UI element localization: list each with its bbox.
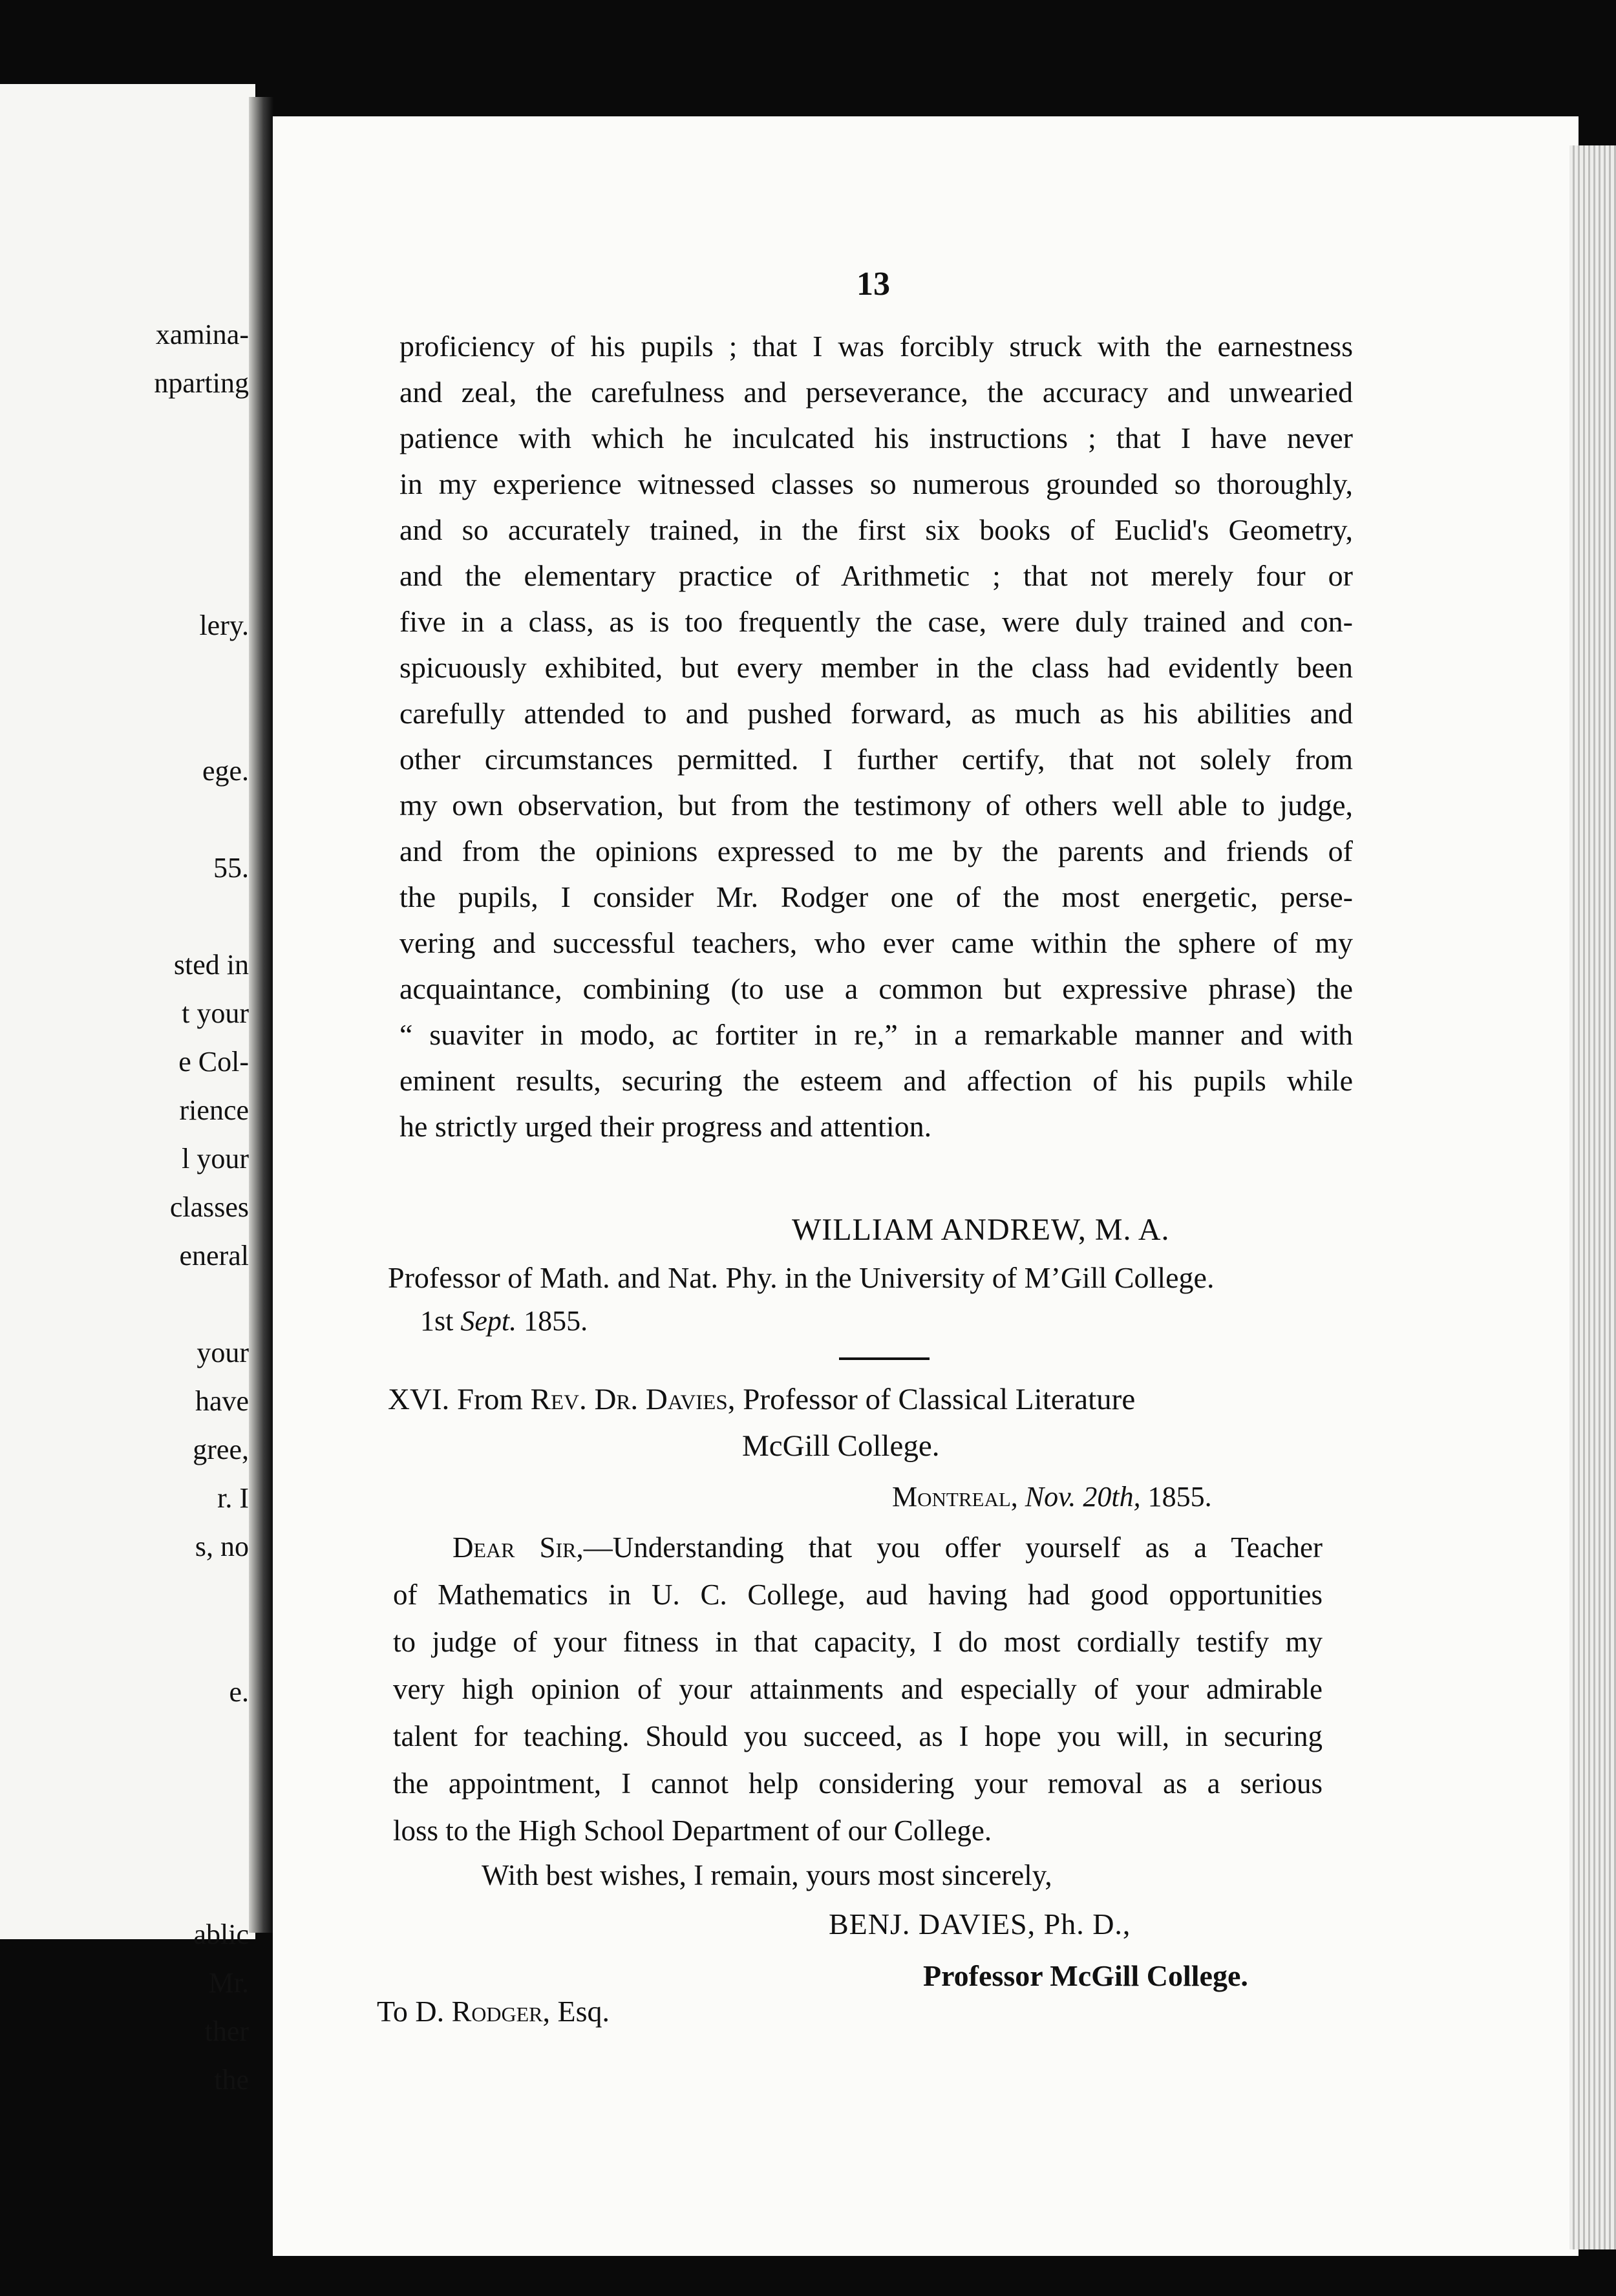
left-page-line: lery. <box>199 610 249 641</box>
left-page-line <box>0 795 255 844</box>
heading-suffix: Professor of Classical Literature <box>735 1383 1136 1416</box>
left-page-line: classes <box>169 1191 249 1223</box>
dateline-date: Nov. 20th, <box>1025 1481 1141 1513</box>
left-page-line <box>0 1619 255 1668</box>
letter-line: very high opinion of your attainments and especially of your admirable <box>393 1673 1323 1705</box>
page-edges <box>1569 145 1616 2249</box>
left-page-line <box>0 1813 255 1862</box>
body-line: vering and successful teachers, who ever came within the sphere of my <box>399 926 1353 959</box>
body-line: acquaintance, combining (to use a common but expressive phrase) the <box>399 972 1353 1005</box>
left-page-line <box>0 1862 255 1910</box>
letter-closing: With best wishes, I remain, yours most sincerely, <box>482 1859 1052 1891</box>
body-line: the pupils, I consider Mr. Rodger one of the most energetic, perse- <box>399 880 1353 913</box>
left-page-line: sted in <box>173 949 249 981</box>
left-page-line: the <box>214 2064 249 2096</box>
left-page-line: your <box>197 1337 249 1368</box>
andrew-date-month: Sept. <box>460 1305 517 1337</box>
left-page-line: t your <box>182 997 249 1029</box>
letter-line <box>393 1524 1323 1571</box>
left-page-line <box>0 1716 255 1765</box>
letter-line: loss to the High School Department of our College. <box>393 1814 992 1847</box>
heading-college: McGill College. <box>742 1429 940 1463</box>
dateline-year: 1855. <box>1140 1481 1212 1513</box>
left-page-line <box>0 553 255 601</box>
left-page-line <box>0 1765 255 1813</box>
body-line: in my experience witnessed classes so numerous grounded so thoroughly, <box>399 467 1353 500</box>
body-line: eminent results, securing the esteem and affection of his pupils while <box>399 1064 1353 1097</box>
body-line: he strictly urged their progress and attention. <box>399 1110 932 1143</box>
page-number: 13 <box>856 266 890 303</box>
body-line: five in a class, as is too frequently the case, were duly trained and con- <box>399 605 1353 638</box>
section-heading <box>388 1382 1135 1417</box>
andrew-signature: WILLIAM ANDREW, M. A. <box>792 1213 1170 1247</box>
left-page-line: l your <box>182 1143 249 1175</box>
addressee <box>377 1994 610 2028</box>
letter-body <box>393 1524 1323 1855</box>
addressee-name: Rodger, <box>451 1995 551 2028</box>
andrew-date <box>420 1304 588 1337</box>
left-page-line <box>0 1280 255 1328</box>
left-page-line <box>0 650 255 698</box>
left-page-line: ther <box>204 2015 249 2047</box>
letter-line: to judge of your fitness in that capacity, I do most cordially testify my <box>393 1626 1323 1658</box>
heading-prefix: XVI. From <box>388 1383 531 1416</box>
heading-rev: Rev. Dr. Davies, <box>530 1383 736 1416</box>
left-page-line <box>0 698 255 747</box>
letter-line: of Mathematics in U. C. College, aud having had good opportunities <box>393 1578 1323 1611</box>
left-page-line: ablic <box>193 1919 249 1950</box>
andrew-title: Professor of Math. and Nat. Phy. in the University of M’Gill College. <box>388 1261 1215 1294</box>
left-page-line: eneral <box>179 1240 249 1271</box>
left-page-line: Mr. <box>208 1967 249 1999</box>
dateline-place: Montreal, <box>892 1481 1018 1513</box>
left-page-line: xamina- <box>155 319 249 350</box>
body-line: and from the opinions expressed to me by the parents and friends of <box>399 834 1353 867</box>
body-line: spicuously exhibited, but every member in the class had evidently been <box>399 651 1353 684</box>
left-page-text <box>0 310 255 2104</box>
body-line: “ suaviter in modo, ac fortiter in re,” in a remarkable manner and with <box>399 1018 1353 1051</box>
left-page-line: r. I <box>217 1482 249 1514</box>
testimonial-body <box>399 323 1353 1149</box>
body-line: proficiency of his pupils ; that I was forcibly struck with the earnestness <box>399 330 1353 363</box>
davies-signature: BENJ. DAVIES, Ph. D., <box>829 1908 1131 1940</box>
left-page-line: s, no <box>195 1531 249 1562</box>
letter-line: talent for teaching. Should you succeed, as I hope you will, in securing <box>393 1720 1323 1752</box>
letter-line: the appointment, I cannot help considering your removal as a serious <box>393 1767 1323 1800</box>
body-line: and the elementary practice of Arithmetic ; that not merely four or <box>399 559 1353 592</box>
section-divider <box>839 1357 930 1360</box>
body-line: carefully attended to and pushed forward, as much as his abilities and <box>399 697 1353 730</box>
addressee-prefix: To D. <box>377 1995 452 2028</box>
left-page-line <box>0 504 255 553</box>
left-page-line <box>0 892 255 941</box>
left-page-line: gree, <box>193 1434 249 1465</box>
letter-first: —Understanding that you offer yourself as a Teacher <box>583 1531 1323 1564</box>
left-page-line: have <box>195 1385 249 1417</box>
salutation: Dear Sir, <box>452 1531 584 1564</box>
body-line: my own observation, but from the testimony of others well able to judge, <box>399 789 1353 822</box>
body-line: and zeal, the carefulness and perseverance, the accuracy and unwearied <box>399 376 1353 409</box>
left-page-line <box>0 1571 255 1619</box>
left-page-line: 55. <box>213 852 249 884</box>
left-page-line: nparting <box>154 367 249 399</box>
left-page-line: rience <box>179 1094 249 1126</box>
left-page-line <box>0 456 255 504</box>
body-line: and so accurately trained, in the first six books of Euclid's Geometry, <box>399 513 1353 546</box>
left-page-line <box>0 407 255 456</box>
davies-title: Professor McGill College. <box>923 1959 1248 1992</box>
left-page-line: e Col- <box>178 1046 249 1078</box>
andrew-date-year: 1855. <box>516 1305 588 1337</box>
left-page-line: e. <box>229 1676 249 1708</box>
body-line: other circumstances permitted. I further certify, that not solely from <box>399 743 1353 776</box>
letter-dateline <box>892 1480 1212 1513</box>
body-line: patience with which he inculcated his instructions ; that I have never <box>399 421 1353 454</box>
addressee-suffix: Esq. <box>550 1995 610 2028</box>
andrew-date-day: 1st <box>420 1305 461 1337</box>
left-page-line: ege. <box>202 755 249 787</box>
